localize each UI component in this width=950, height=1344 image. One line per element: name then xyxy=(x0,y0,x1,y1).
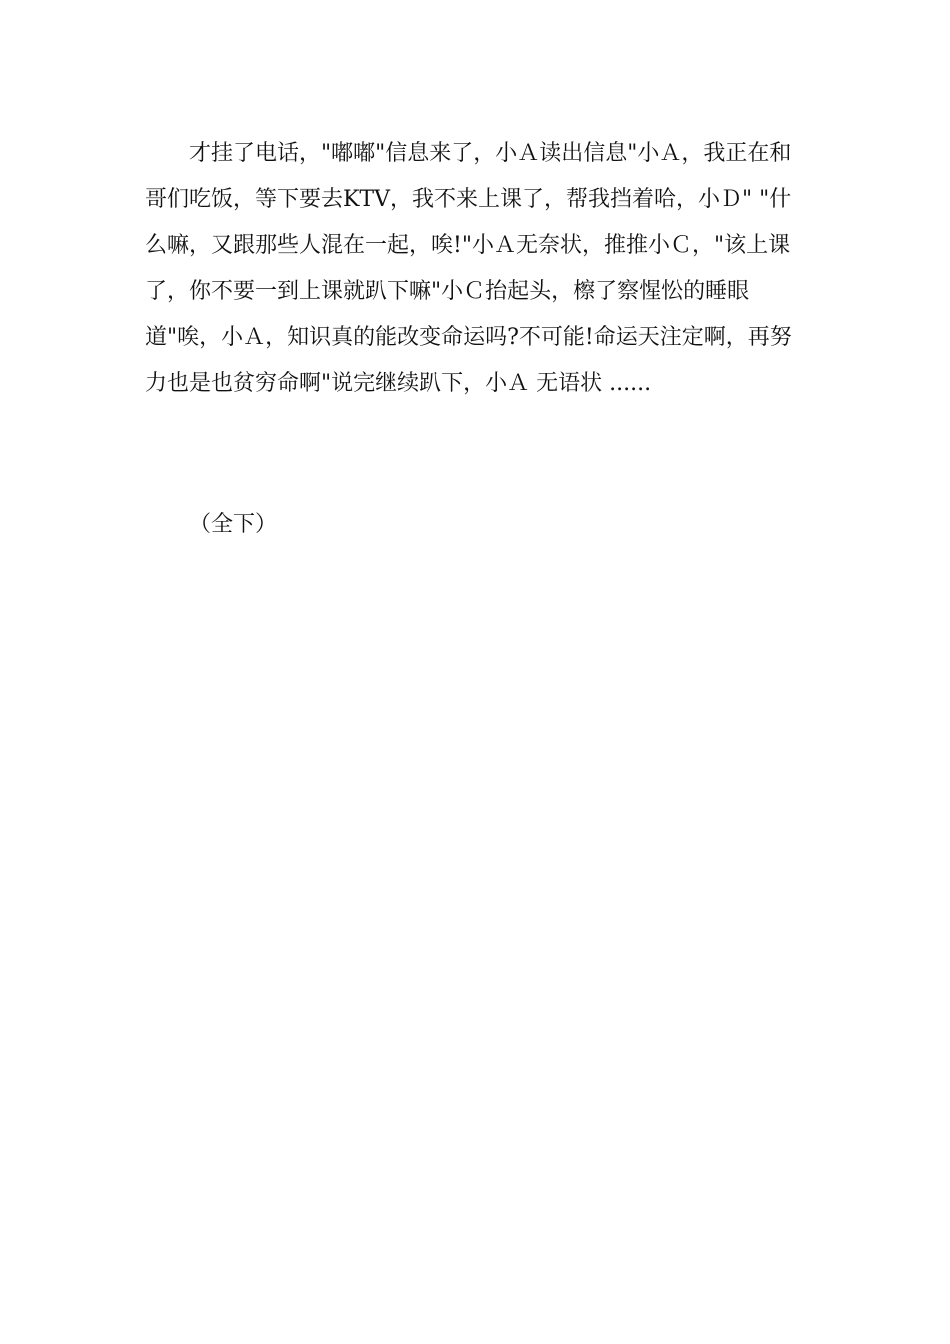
paragraph-line-6: 力也是也贫穷命啊"说完继续趴下，小Ａ 无语状 ...... xyxy=(145,371,652,396)
paragraph-line-2: 哥们吃饭，等下要去KTV，我不来上课了，帮我挡着哈，小Ｄ" "什 xyxy=(145,187,792,212)
paragraph-line-1: 才挂了电话，"嘟嘟"信息来了，小Ａ读出信息"小Ａ，我正在和 xyxy=(189,141,792,166)
closing-note: （全下） xyxy=(189,512,278,537)
paragraph-line-4: 了，你不要一到上课就趴下嘛"小Ｃ抬起头，檫了察惺忪的睡眼 xyxy=(145,279,750,304)
body-paragraph xyxy=(145,131,800,407)
paragraph-line-3: 么嘛，又跟那些人混在一起，唉!"小Ａ无奈状，推推小Ｃ，"该上课 xyxy=(145,233,791,258)
paragraph-line-5: 道"唉，小Ａ，知识真的能改变命运吗?不可能!命运天注定啊，再努 xyxy=(145,325,792,350)
